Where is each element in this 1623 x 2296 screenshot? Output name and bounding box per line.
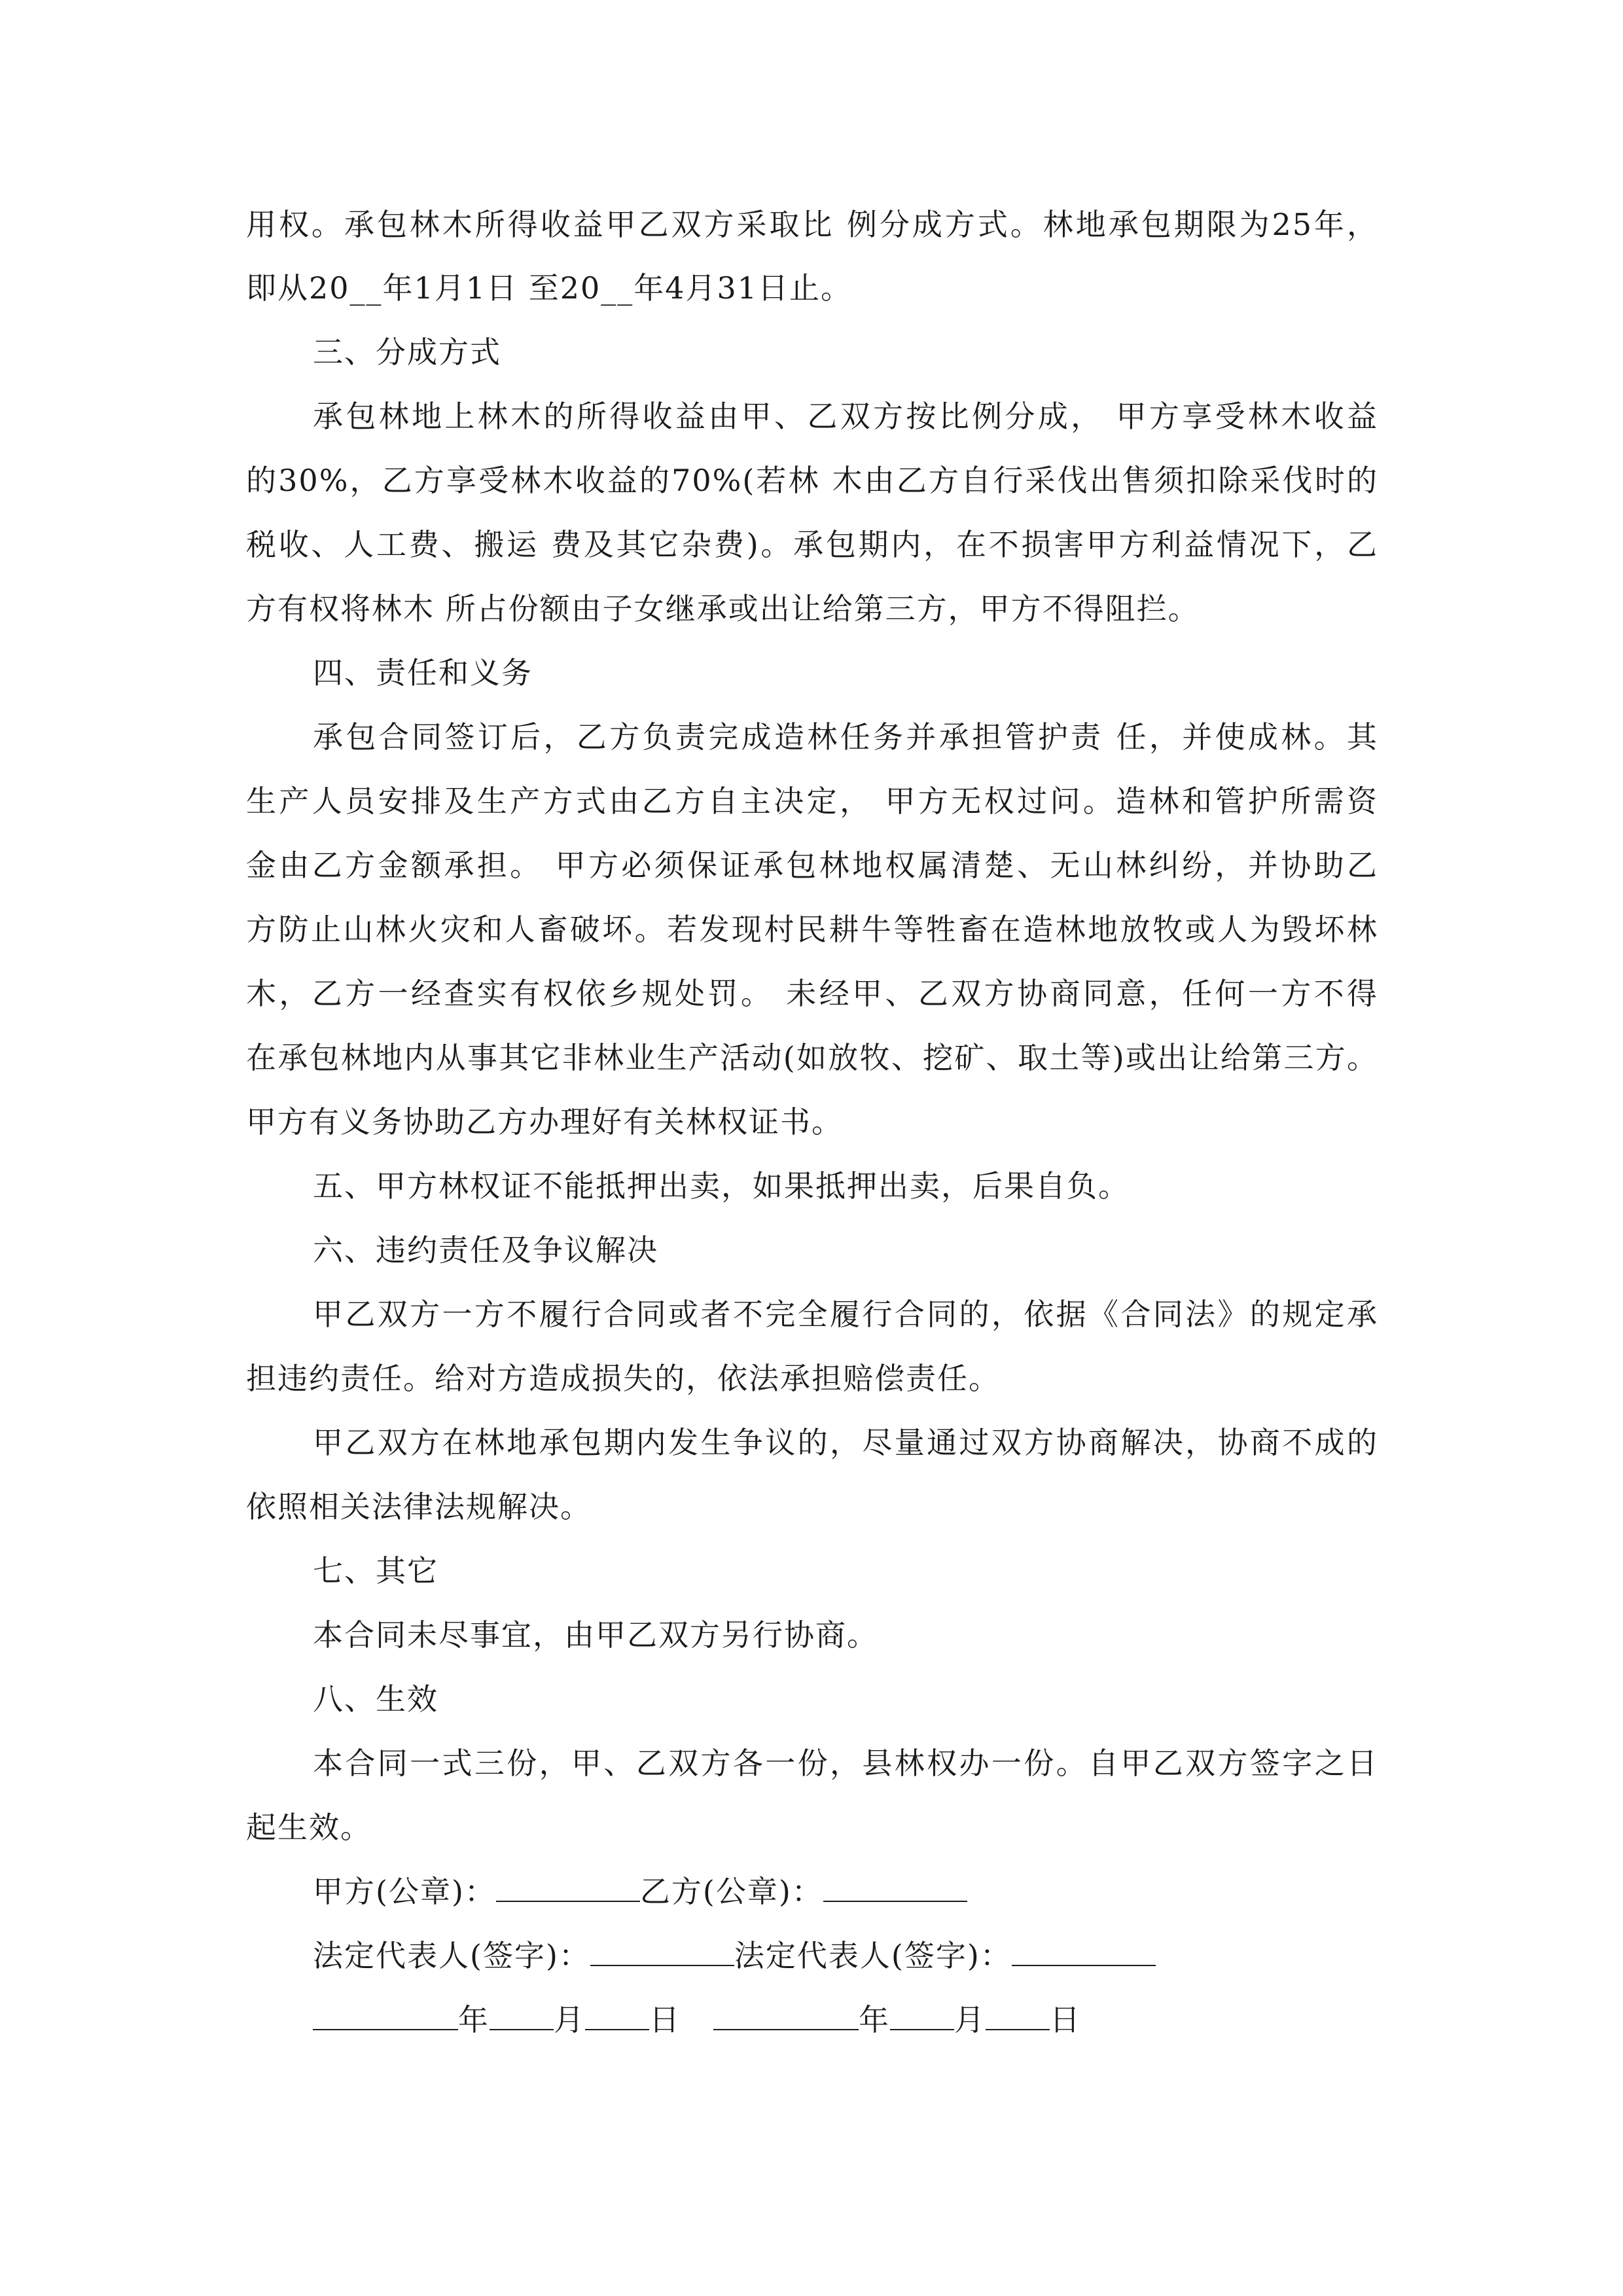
text-line: 即从20__年1月1日 至20__年4月31日止。 (246, 270, 853, 306)
year-a-blank[interactable] (313, 2000, 458, 2030)
rep-b-blank[interactable] (1012, 1936, 1156, 1966)
signature-date-row (313, 2000, 1081, 2039)
text-line: 税收、人工费、搬运 费及其它杂费)。承包期内，在不损害甲方利益情况下，乙 (246, 527, 1378, 562)
text-line: 起生效。 (246, 1810, 372, 1845)
section-heading: 四、责任和义务 (313, 655, 533, 691)
text-line: 甲方有义务协助乙方办理好有关林权证书。 (246, 1104, 843, 1139)
section-heading: 五、甲方林权证不能抵押出卖，如果抵押出卖，后果自负。 (313, 1168, 1130, 1204)
text-line: 本合同一式三份，甲、乙双方各一份，县林权办一份。自甲乙双方签字之日 (313, 1746, 1378, 1781)
day-label: 日 (1050, 2002, 1081, 2037)
text-line: 方防止山林火灾和人畜破坏。若发现村民耕牛等牲畜在造林地放牧或人为毁坏林 (246, 912, 1378, 947)
text-line: 甲乙双方一方不履行合同或者不完全履行合同的，依据《合同法》的规定承 (313, 1297, 1378, 1332)
text-line: 方有权将林木 所占份额由子女继承或出让给第三方，甲方不得阻拦。 (246, 591, 1200, 626)
rep-a-label: 法定代表人(签字)： (313, 1938, 590, 1973)
party-a-seal-label: 甲方(公章)： (313, 1874, 496, 1909)
section-heading: 三、分成方式 (313, 334, 501, 370)
year-b-blank[interactable] (713, 2000, 859, 2030)
text-line: 的30%，乙方享受林木收益的70%(若林 木由乙方自行采伐出售须扣除采伐时的 (246, 463, 1378, 498)
text-line: 甲乙双方在林地承包期内发生争议的，尽量通过双方协商解决，协商不成的 (313, 1425, 1378, 1460)
text-line: 依照相关法律法规解决。 (246, 1489, 592, 1524)
signature-seal-row (313, 1872, 967, 1911)
day-a-blank[interactable] (585, 2000, 649, 2030)
text-line: 担违约责任。给对方造成损失的，依法承担赔偿责任。 (246, 1361, 1000, 1396)
signature-representative-row (313, 1936, 1156, 1975)
rep-a-blank[interactable] (590, 1936, 734, 1966)
section-heading: 七、其它 (313, 1553, 438, 1588)
text-line: 承包林地上林木的所得收益由甲、乙双方按比例分成， 甲方享受林木收益 (313, 399, 1378, 434)
party-a-seal-blank[interactable] (496, 1872, 640, 1902)
year-label: 年 (458, 2002, 490, 2037)
section-heading: 六、违约责任及争议解决 (313, 1232, 658, 1268)
text-line: 本合同未尽事宜，由甲乙双方另行协商。 (313, 1617, 878, 1653)
day-label: 日 (649, 2002, 681, 2037)
party-b-seal-label: 乙方(公章)： (639, 1874, 823, 1909)
text-line: 用权。承包林木所得收益甲乙双方采取比 例分成方式。林地承包期限为25年， (246, 207, 1378, 242)
month-label: 月 (554, 2002, 585, 2037)
day-b-blank[interactable] (986, 2000, 1050, 2030)
year-label: 年 (859, 2002, 890, 2037)
text-line: 木，乙方一经查实有权依乡规处罚。 未经甲、乙双方协商同意，任何一方不得 (246, 976, 1378, 1011)
text-line: 承包合同签订后，乙方负责完成造林任务并承担管护责 任，并使成林。其 (313, 719, 1378, 755)
month-label: 月 (954, 2002, 986, 2037)
month-b-blank[interactable] (890, 2000, 954, 2030)
party-b-seal-blank[interactable] (823, 1872, 967, 1902)
rep-b-label: 法定代表人(签字)： (734, 1938, 1012, 1973)
section-heading: 八、生效 (313, 1681, 438, 1717)
text-line: 生产人员安排及生产方式由乙方自主决定， 甲方无权过问。造林和管护所需资 (246, 783, 1378, 819)
text-line: 金由乙方金额承担。 甲方必须保证承包林地权属清楚、无山林纠纷，并协助乙 (246, 848, 1378, 883)
text-line: 在承包林地内从事其它非林业生产活动(如放牧、挖矿、取土等)或出让给第三方。 (246, 1040, 1378, 1075)
month-a-blank[interactable] (490, 2000, 554, 2030)
